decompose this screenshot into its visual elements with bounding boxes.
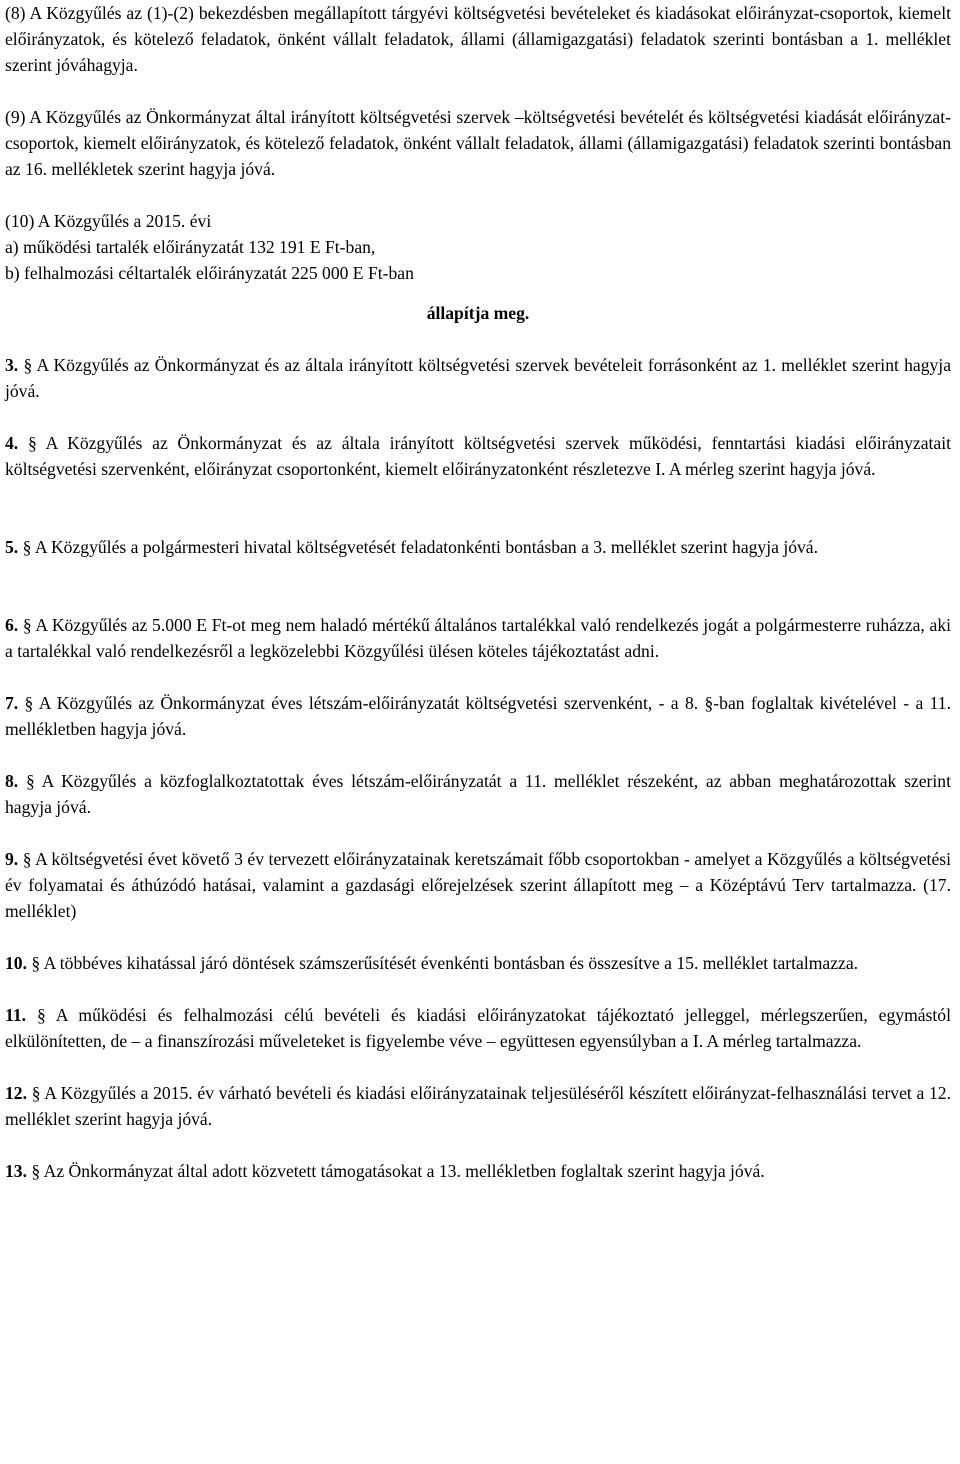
section-10 [5, 950, 951, 976]
section-sign: § [31, 1161, 41, 1181]
section-sign: § [24, 693, 34, 713]
section-11 [5, 1002, 951, 1054]
section-4 [5, 430, 951, 482]
section-9 [5, 846, 951, 924]
section-number: 4. [5, 433, 19, 453]
section-number: 6. [5, 615, 19, 635]
section-sign: § [22, 615, 32, 635]
document-page [5, 0, 951, 1184]
section-7 [5, 690, 951, 742]
section-number: 10. [5, 953, 27, 973]
paragraph-10-item-a: a) működési tartalék előirányzatát 132 191 E Ft-ban, [5, 237, 376, 257]
section-number: 5. [5, 537, 19, 557]
section-sign: § [22, 849, 32, 869]
section-text: A költségvetési évet követő 3 év tervezett előirányzatainak keretszámait főbb csoportokban - amelyet a Közgyűlés a költségvetési év folyamatai és áthúzódó hatásai, valamint a gazdasági előrejelzések szerint állapított meg – a Középtávú Terv tartalmazza. (17. melléklet) [5, 849, 951, 921]
section-text: A többéves kihatással járó döntések számszerűsítését évenkénti bontásban és összesítve a 15. melléklet tartalmazza. [43, 953, 859, 973]
paragraph-10-closing: állapítja meg. [426, 303, 530, 323]
section-number: 11. [5, 1005, 27, 1025]
section-sign: § [31, 1083, 41, 1103]
section-sign: § [25, 771, 35, 791]
section-sign: § [23, 355, 33, 375]
section-12 [5, 1080, 951, 1132]
section-text: A Közgyűlés az Önkormányzat és az általa irányított költségvetési szervek működési, fenntartási kiadási előirányzatait költségvetési szervenként, előirányzat csoportonként, kiemelt előirányzatonként részletezve I. A mérleg szerint hagyja jóvá. [5, 433, 951, 479]
section-3 [5, 352, 951, 404]
section-text: A Közgyűlés a 2015. év várható bevételi és kiadási előirányzatainak teljesüléséről készített előirányzat-felhasználási tervet a 12. melléklet szerint hagyja jóvá. [5, 1083, 951, 1129]
section-text: A Közgyűlés a közfoglalkoztatottak éves létszám-előirányzatát a 11. melléklet részeként, az abban meghatározottak szerint hagyja jóvá. [5, 771, 951, 817]
section-number: 8. [5, 771, 19, 791]
section-sign: § [27, 433, 37, 453]
section-number: 7. [5, 693, 19, 713]
section-6 [5, 612, 951, 664]
section-number: 13. [5, 1161, 27, 1181]
section-5 [5, 534, 951, 560]
section-text: Az Önkormányzat által adott közvetett támogatásokat a 13. mellékletben foglaltak szerint hagyja jóvá. [43, 1161, 765, 1181]
section-number: 9. [5, 849, 19, 869]
section-text: A Közgyűlés a polgármesteri hivatal költségvetését feladatonkénti bontásban a 3. melléklet szerint hagyja jóvá. [34, 537, 819, 557]
section-text: A Közgyűlés az 5.000 E Ft-ot meg nem haladó mértékű általános tartalékkal való rendelkezés jogát a polgármesterre ruházza, aki a tartalékkal való rendelkezésről a legközelebbi Közgyűlési ülésen köteles tájékoztatást adni. [5, 615, 951, 661]
paragraph-9: (9) A Közgyűlés az Önkormányzat által irányított költségvetési szervek –költségvetési bevételét és költségvetési kiadását előirányzat-csoportok, kiemelt előirányzatok, és kötelező feladatok, önként vállalt feladatok, állami (államigazgatási) feladatok szerinti bontásban az 16. mellékletek szerint hagyja jóvá. [5, 107, 951, 179]
paragraph-10-item-b: b) felhalmozási céltartalék előirányzatát 225 000 E Ft-ban [5, 263, 414, 283]
section-number: 12. [5, 1083, 27, 1103]
section-8 [5, 768, 951, 820]
paragraph-10-heading: (10) A Közgyűlés a 2015. évi [5, 211, 212, 231]
section-13 [5, 1158, 951, 1184]
section-text: A Közgyűlés az Önkormányzat és az általa irányított költségvetési szervek bevételeit forrásonként az 1. melléklet szerint hagyja jóvá. [5, 355, 952, 401]
paragraph-8: (8) A Közgyűlés az (1)-(2) bekezdésben megállapított tárgyévi költségvetési bevételeket és kiadásokat előirányzat-csoportok, kiemelt előirányzatok, és kötelező feladatok, önként vállalt feladatok, állami (államigazgatási) feladatok szerinti bontásban a 1. melléklet szerint jóváhagyja. [5, 3, 951, 75]
section-number: 3. [5, 355, 19, 375]
section-sign: § [31, 953, 41, 973]
section-text: A Közgyűlés az Önkormányzat éves létszám-előirányzatát költségvetési szervenként, - a 8. §-ban foglaltak kivételével - a 11. mellékletben hagyja jóvá. [5, 693, 951, 739]
section-sign: § [22, 537, 32, 557]
section-text: A működési és felhalmozási célú bevételi és kiadási előirányzatokat tájékoztató jelleggel, mérlegszerűen, egymástól elkülönítetten, de – a finanszírozási műveleteket is figyelembe véve – együttesen egyensúlyban a I. A mérleg tartalmazza. [5, 1005, 951, 1051]
section-sign: § [36, 1005, 46, 1025]
